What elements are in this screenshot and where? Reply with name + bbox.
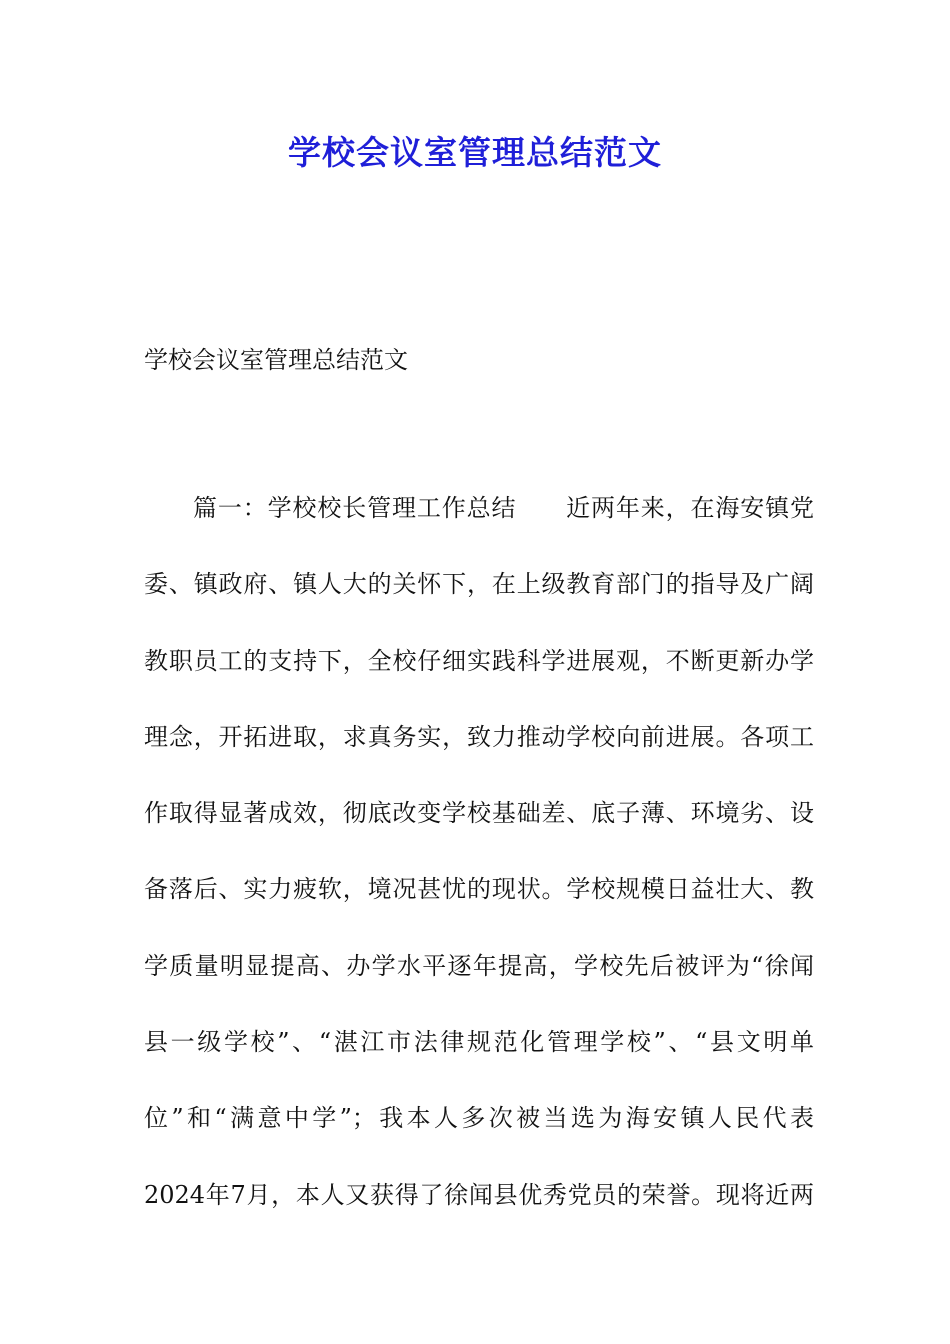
body-line: 备落后、实力疲软，境况甚忧的现状。学校规模日益壮大、教 bbox=[144, 875, 814, 904]
body-line: 县一级学校”、“湛江市法律规范化管理学校”、“县文明单 bbox=[144, 1028, 814, 1057]
body-line: 位”和“满意中学”；我本人多次被当选为海安镇人民代表 bbox=[144, 1104, 814, 1133]
body-line: 篇一：学校校长管理工作总结 近两年来，在海安镇党 bbox=[193, 494, 814, 522]
body-line: 2024年7月，本人又获得了徐闻县优秀党员的荣誉。现将近两 bbox=[144, 1180, 814, 1209]
body-line: 作取得显著成效，彻底改变学校基础差、底子薄、环境劣、设 bbox=[144, 799, 814, 828]
body-line: 理念，开拓进取，求真务实，致力推动学校向前进展。各项工 bbox=[144, 722, 814, 751]
body-line: 委、镇政府、镇人大的关怀下，在上级教育部门的指导及广阔 bbox=[144, 570, 814, 599]
body-line: 学质量明显提高、办学水平逐年提高，学校先后被评为“徐闻 bbox=[144, 951, 814, 980]
document-body bbox=[144, 487, 814, 1250]
document-title: 学校会议室管理总结范文 bbox=[288, 133, 662, 172]
body-line: 教职员工的支持下，全校仔细实践科学进展观，不断更新办学 bbox=[144, 646, 814, 675]
document-subtitle: 学校会议室管理总结范文 bbox=[144, 346, 408, 374]
